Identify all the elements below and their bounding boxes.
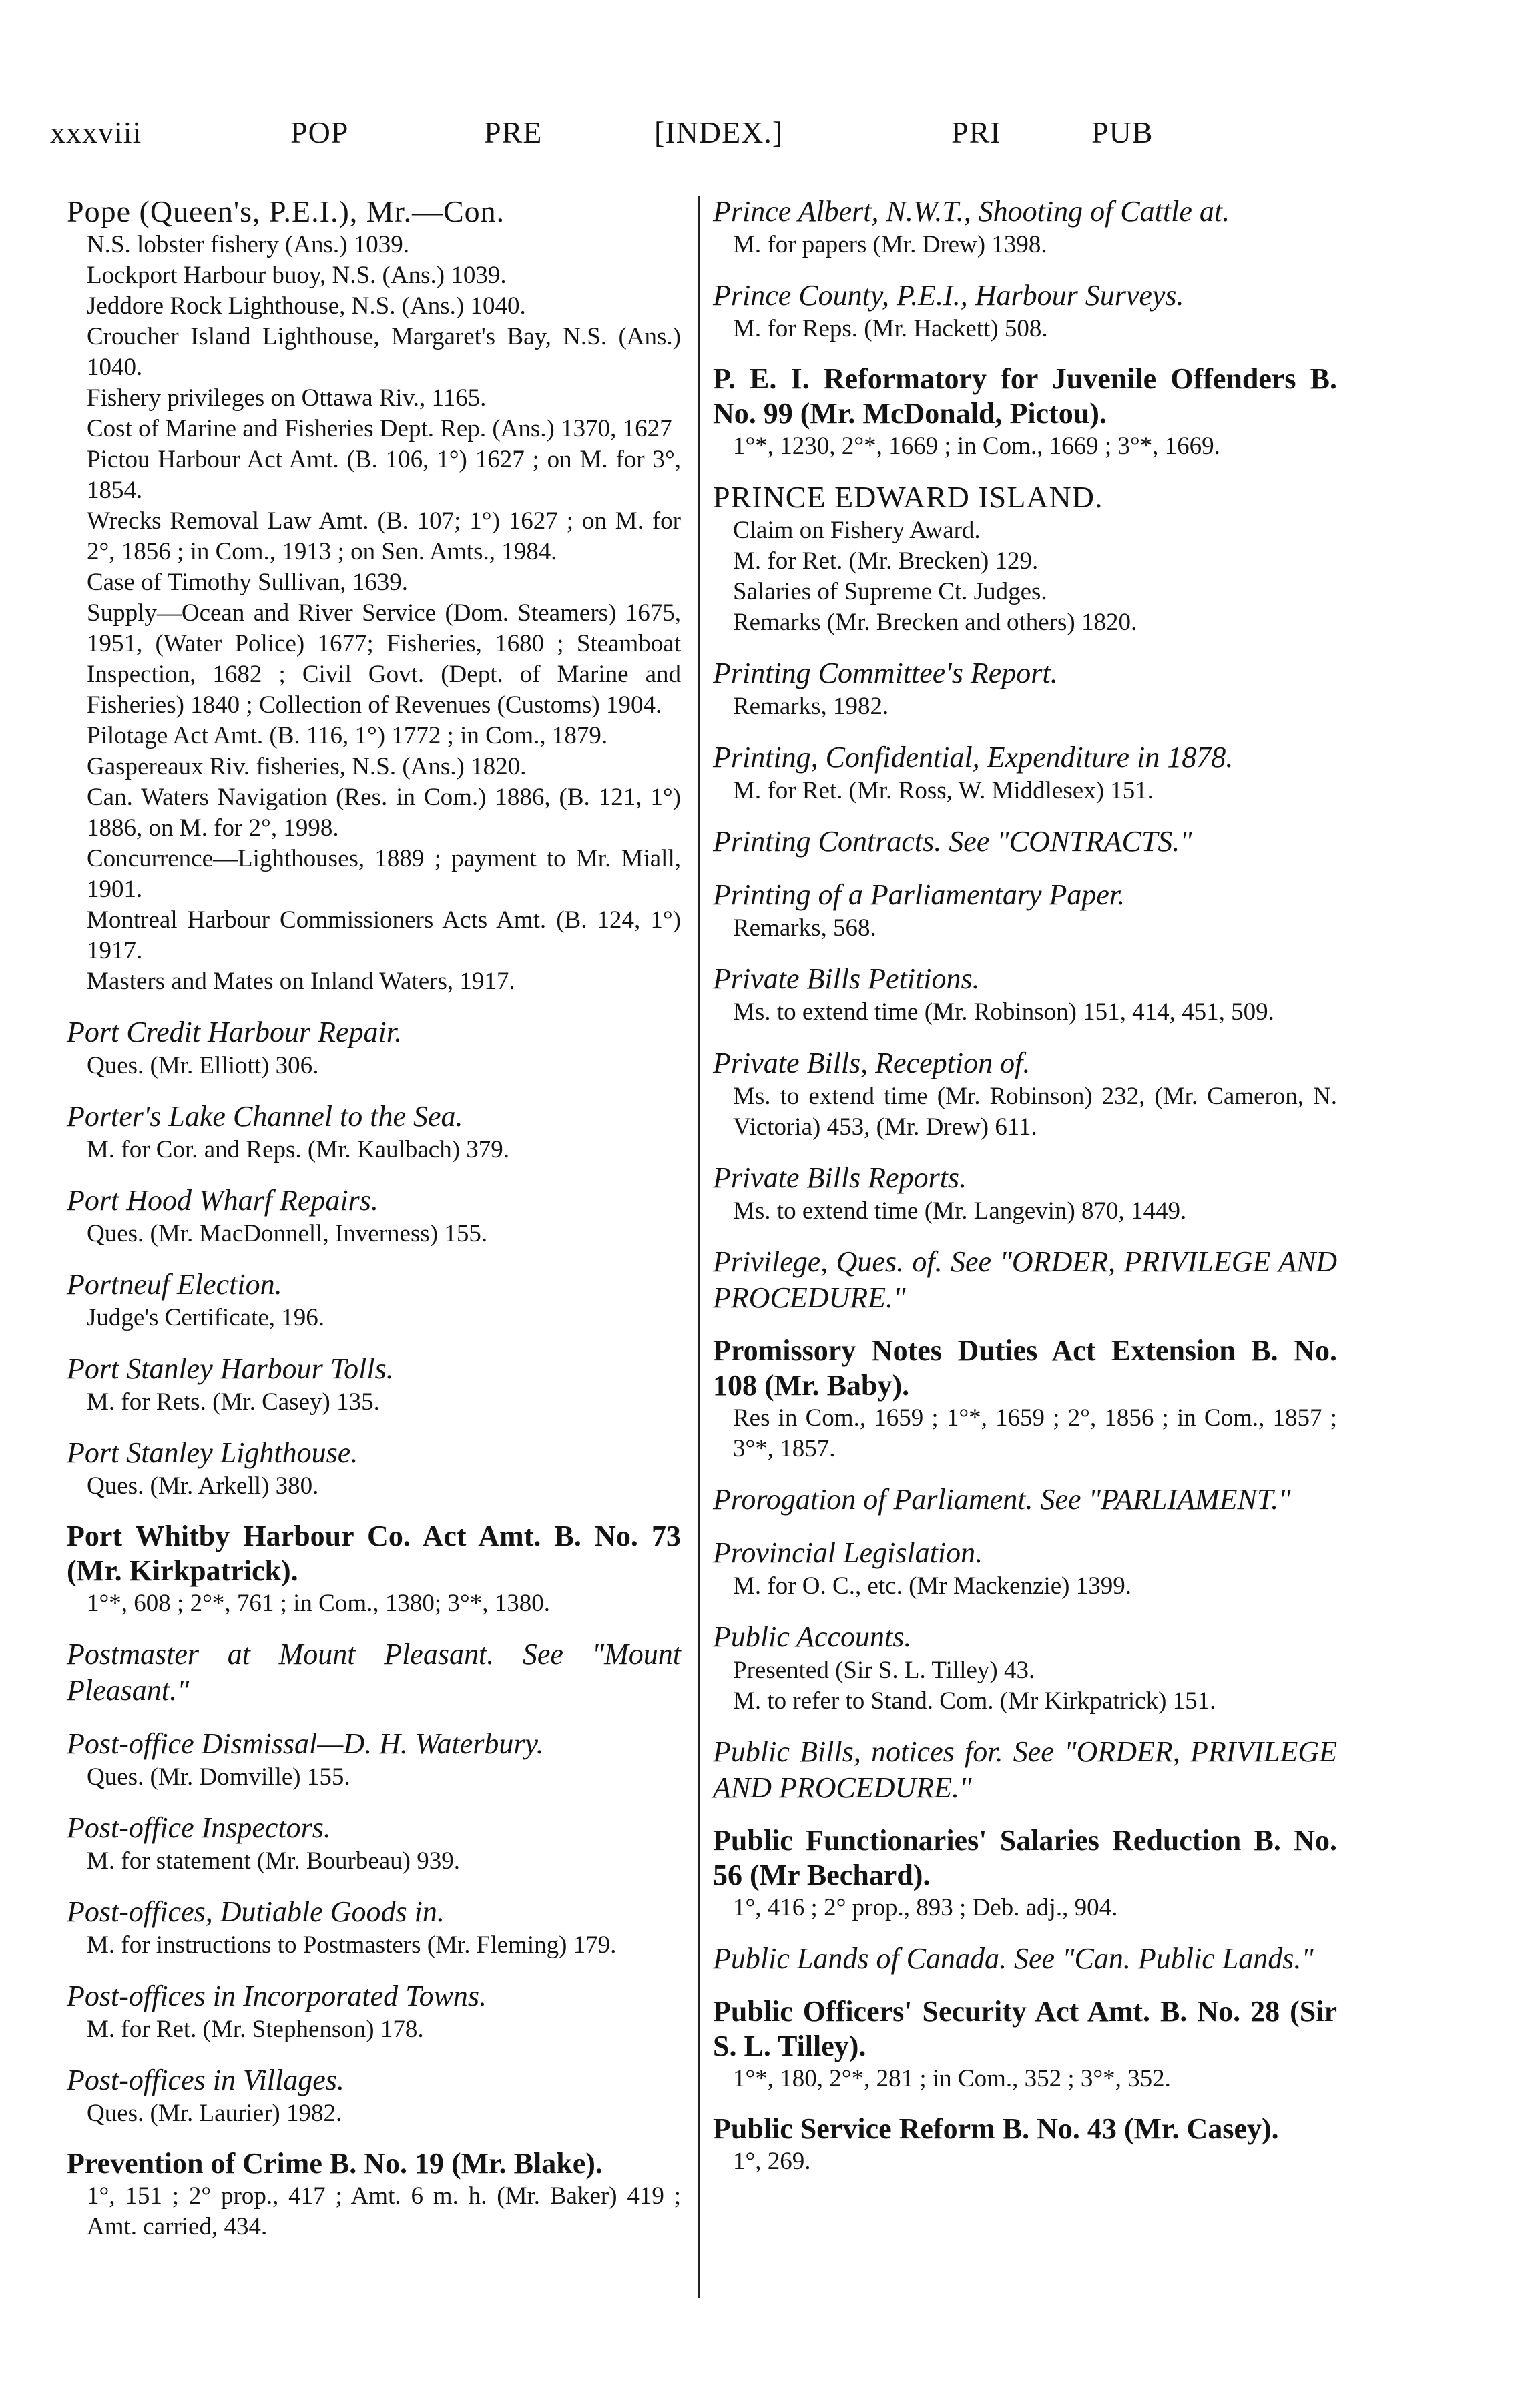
entry-subline: M. for O. C., etc. (Mr Mackenzie) 1399. <box>733 1572 1131 1600</box>
entry-subline: Pilotage Act Amt. (B. 116, 1°) 1772 ; in Com., 1879. <box>87 722 608 749</box>
entry-heading: Public Accounts. <box>713 1620 912 1653</box>
entry-subline: Croucher Island Lighthouse, Margaret's Bay, N.S. (Ans.) 1040. <box>87 323 681 381</box>
entry-heading: Post-offices in Villages. <box>67 2064 344 2096</box>
entry-subline: Salaries of Supreme Ct. Judges. <box>733 578 1047 605</box>
entry-heading: Post-offices in Incorporated Towns. <box>67 1980 487 2012</box>
index-entry <box>713 1941 1337 1977</box>
index-entry <box>67 1267 681 1333</box>
entry-subline: Masters and Mates on Inland Waters, 1917. <box>87 968 515 995</box>
index-entry <box>713 362 1337 462</box>
entry-heading: Private Bills Petitions. <box>713 962 980 995</box>
index-entry <box>713 1244 1337 1316</box>
entry-subline: Pictou Harbour Act Amt. (B. 106, 1°) 1627 ; on M. for 3°, 1854. <box>87 446 681 504</box>
index-entry <box>713 1734 1337 1806</box>
entry-subline: Ques. (Mr. MacDonnell, Inverness) 155. <box>87 1220 488 1247</box>
entry-subline: Remarks (Mr. Brecken and others) 1820. <box>733 609 1137 636</box>
header-word-pop: POP <box>290 115 349 149</box>
entry-subline: M. to refer to Stand. Com. (Mr Kirkpatrick) 151. <box>733 1687 1216 1715</box>
entry-subline: M. for papers (Mr. Drew) 1398. <box>733 231 1047 258</box>
entry-subline: M. for Ret. (Mr. Brecken) 129. <box>733 547 1039 575</box>
index-entry <box>67 1519 681 1619</box>
entry-subline: Judge's Certificate, 196. <box>87 1304 325 1331</box>
index-entry <box>67 1183 681 1249</box>
index-entry <box>67 1351 681 1418</box>
index-entry <box>713 278 1337 344</box>
entry-heading: Privilege, Ques. of. See "ORDER, PRIVILEGE AND PROCEDURE." <box>713 1245 1337 1314</box>
entry-heading: Prevention of Crime B. No. 19 (Mr. Blake). <box>67 2147 603 2180</box>
index-entry <box>713 1823 1337 1923</box>
entry-subline: M. for Ret. (Mr. Ross, W. Middlesex) 151. <box>733 777 1154 804</box>
header-word-pri: PRI <box>951 115 1001 149</box>
entry-heading: Port Hood Wharf Repairs. <box>67 1184 378 1217</box>
entry-subline: M. for Ret. (Mr. Stephenson) 178. <box>87 2016 424 2043</box>
entry-heading: Prince Albert, N.W.T., Shooting of Cattle at. <box>713 195 1230 228</box>
entry-subline: M. for Cor. and Reps. (Mr. Kaulbach) 379. <box>87 1136 510 1163</box>
index-entry <box>67 1726 681 1793</box>
entry-heading: Porter's Lake Channel to the Sea. <box>67 1100 463 1133</box>
index-entry <box>67 1014 681 1081</box>
entry-subline: Supply—Ocean and River Service (Dom. Steamers) 1675, 1951, (Water Police) 1677; Fisheries, 1680 ; Steamboat Inspection, 1682 ; Civil Govt. (Dept. of Marine and Fisheries) 1840 ; Collection of Revenues (Customs) 1904. <box>87 599 681 719</box>
entry-subline: Ques. (Mr. Elliott) 306. <box>87 1052 319 1079</box>
entry-subline: 1°, 416 ; 2° prop., 893 ; Deb. adj., 904. <box>733 1894 1118 1921</box>
index-entry <box>67 1978 681 2045</box>
index-entry <box>713 1045 1337 1143</box>
entry-heading: Post-office Dismissal—D. H. Waterbury. <box>67 1727 544 1760</box>
index-entry <box>713 1160 1337 1227</box>
entry-subline: M. for Reps. (Mr. Hackett) 508. <box>733 315 1048 342</box>
entry-heading: Portneuf Election. <box>67 1268 282 1301</box>
entry-heading: Provincial Legislation. <box>713 1536 983 1569</box>
entry-heading: Printing Committee's Report. <box>713 657 1058 689</box>
entry-heading: Port Stanley Lighthouse. <box>67 1436 358 1469</box>
entry-subline: 1°*, 180, 2°*, 281 ; in Com., 352 ; 3°*, 352. <box>733 2065 1171 2092</box>
page-number: xxxviii <box>50 115 142 149</box>
left-column <box>67 194 681 2260</box>
index-entry <box>713 655 1337 722</box>
index-entry <box>67 194 681 997</box>
entry-heading: Printing Contracts. See "CONTRACTS." <box>713 825 1192 858</box>
page-header <box>50 115 1212 162</box>
entry-subline: 1°, 269. <box>733 2148 811 2175</box>
entry-heading: Post-offices, Dutiable Goods in. <box>67 1895 445 1928</box>
entry-subline: M. for Rets. (Mr. Casey) 135. <box>87 1388 380 1416</box>
header-index: [INDEX.] <box>654 115 784 149</box>
entry-heading: Promissory Notes Duties Act Extension B. No. 108 (Mr. Baby). <box>713 1334 1337 1402</box>
entry-heading: Port Stanley Harbour Tolls. <box>67 1352 394 1385</box>
entry-subline: Ques. (Mr. Arkell) 380. <box>87 1472 319 1500</box>
index-entry <box>67 2062 681 2129</box>
entry-heading: PRINCE EDWARD ISLAND. <box>713 480 1103 514</box>
index-entry <box>713 479 1337 638</box>
index-entry <box>67 1435 681 1502</box>
entry-heading: Prince County, P.E.I., Harbour Surveys. <box>713 279 1184 312</box>
entry-subline: Ques. (Mr. Domville) 155. <box>87 1763 350 1791</box>
header-word-pre: PRE <box>484 115 543 149</box>
index-entry <box>713 1482 1337 1518</box>
index-entry <box>67 2146 681 2242</box>
entry-subline: Ques. (Mr. Laurier) 1982. <box>87 2100 342 2127</box>
entry-heading: Public Service Reform B. No. 43 (Mr. Casey). <box>713 2112 1279 2145</box>
right-column <box>713 194 1337 2194</box>
entry-subline: Lockport Harbour buoy, N.S. (Ans.) 1039. <box>87 262 507 289</box>
entry-subline: Presented (Sir S. L. Tilley) 43. <box>733 1657 1035 1684</box>
index-entry <box>67 1636 681 1709</box>
index-entry <box>67 1099 681 1165</box>
entry-heading: Private Bills Reports. <box>713 1161 967 1194</box>
entry-subline: Res in Com., 1659 ; 1°*, 1659 ; 2°, 1856 ; in Com., 1857 ; 3°*, 1857. <box>733 1404 1337 1462</box>
index-entry <box>67 1810 681 1877</box>
entry-heading: Prorogation of Parliament. See "PARLIAMENT." <box>713 1483 1291 1516</box>
header-word-pub: PUB <box>1091 115 1154 149</box>
entry-heading: Public Functionaries' Salaries Reduction B. No. 56 (Mr Bechard). <box>713 1824 1337 1891</box>
entry-heading: Public Officers' Security Act Amt. B. No. 28 (Sir S. L. Tilley). <box>713 1995 1337 2062</box>
entry-subline: N.S. lobster fishery (Ans.) 1039. <box>87 231 410 258</box>
entry-heading: Public Bills, notices for. See "ORDER, PRIVILEGE AND PROCEDURE." <box>713 1735 1337 1804</box>
entry-heading: Printing, Confidential, Expenditure in 1878. <box>713 741 1234 774</box>
entry-subline: Concurrence—Lighthouses, 1889 ; payment to Mr. Miall, 1901. <box>87 845 681 903</box>
entry-subline: Can. Waters Navigation (Res. in Com.) 1886, (B. 121, 1°) 1886, on M. for 2°, 1998. <box>87 784 681 842</box>
index-entry <box>713 1333 1337 1464</box>
entry-heading: Private Bills, Reception of. <box>713 1046 1031 1079</box>
entry-subline: Ms. to extend time (Mr. Robinson) 151, 414, 451, 509. <box>733 998 1274 1026</box>
entry-subline: Gaspereaux Riv. fisheries, N.S. (Ans.) 1820. <box>87 753 527 780</box>
entry-subline: Claim on Fishery Award. <box>733 517 981 544</box>
entry-subline: Cost of Marine and Fisheries Dept. Rep. (Ans.) 1370, 1627 <box>87 415 672 442</box>
entry-subline: 1°*, 608 ; 2°*, 761 ; in Com., 1380; 3°*, 1380. <box>87 1590 550 1617</box>
entry-subline: Wrecks Removal Law Amt. (B. 107; 1°) 1627 ; on M. for 2°, 1856 ; in Com., 1913 ; on Sen. Amts., 1984. <box>87 507 681 565</box>
index-entry <box>713 1619 1337 1717</box>
index-entry <box>713 739 1337 806</box>
entry-subline: M. for instructions to Postmasters (Mr. Fleming) 179. <box>87 1931 617 1959</box>
entry-subline: Case of Timothy Sullivan, 1639. <box>87 569 409 596</box>
index-entry <box>713 877 1337 944</box>
entry-subline: Fishery privileges on Ottawa Riv., 1165. <box>87 384 487 412</box>
index-entry <box>713 1994 1337 2094</box>
entry-heading: Pope (Queen's, P.E.I.), Mr.—Con. <box>67 194 505 228</box>
entry-subline: Ms. to extend time (Mr. Langevin) 870, 1449. <box>733 1197 1187 1225</box>
entry-heading: Port Credit Harbour Repair. <box>67 1016 402 1048</box>
entry-heading: Printing of a Parliamentary Paper. <box>713 878 1125 911</box>
entry-heading: P. E. I. Reformatory for Juvenile Offenders B. No. 99 (Mr. McDonald, Pictou). <box>713 362 1337 430</box>
entry-heading: Public Lands of Canada. See "Can. Public Lands." <box>713 1942 1314 1975</box>
index-entry <box>713 2112 1337 2177</box>
index-entry <box>713 1535 1337 1602</box>
entry-subline: 1°, 151 ; 2° prop., 417 ; Amt. 6 m. h. (Mr. Baker) 419 ; Amt. carried, 434. <box>87 2182 681 2240</box>
index-entry <box>713 824 1337 860</box>
entry-subline: Remarks, 568. <box>733 914 876 942</box>
entry-subline: Montreal Harbour Commissioners Acts Amt. (B. 124, 1°) 1917. <box>87 906 681 964</box>
entry-subline: Remarks, 1982. <box>733 693 889 720</box>
entry-subline: Jeddore Rock Lighthouse, N.S. (Ans.) 1040. <box>87 292 526 320</box>
entry-subline: M. for statement (Mr. Bourbeau) 939. <box>87 1847 460 1875</box>
entry-heading: Post-office Inspectors. <box>67 1811 331 1844</box>
index-entry <box>67 1894 681 1961</box>
entry-subline: Ms. to extend time (Mr. Robinson) 232, (Mr. Cameron, N. Victoria) 453, (Mr. Drew) 611. <box>733 1083 1337 1141</box>
entry-subline: 1°*, 1230, 2°*, 1669 ; in Com., 1669 ; 3°*, 1669. <box>733 432 1220 460</box>
index-entry <box>713 194 1337 260</box>
entry-heading: Port Whitby Harbour Co. Act Amt. B. No. 73 (Mr. Kirkpatrick). <box>67 1520 681 1587</box>
column-divider <box>698 196 700 2298</box>
index-entry <box>713 961 1337 1028</box>
entry-heading: Postmaster at Mount Pleasant. See "Mount Pleasant." <box>67 1638 681 1707</box>
